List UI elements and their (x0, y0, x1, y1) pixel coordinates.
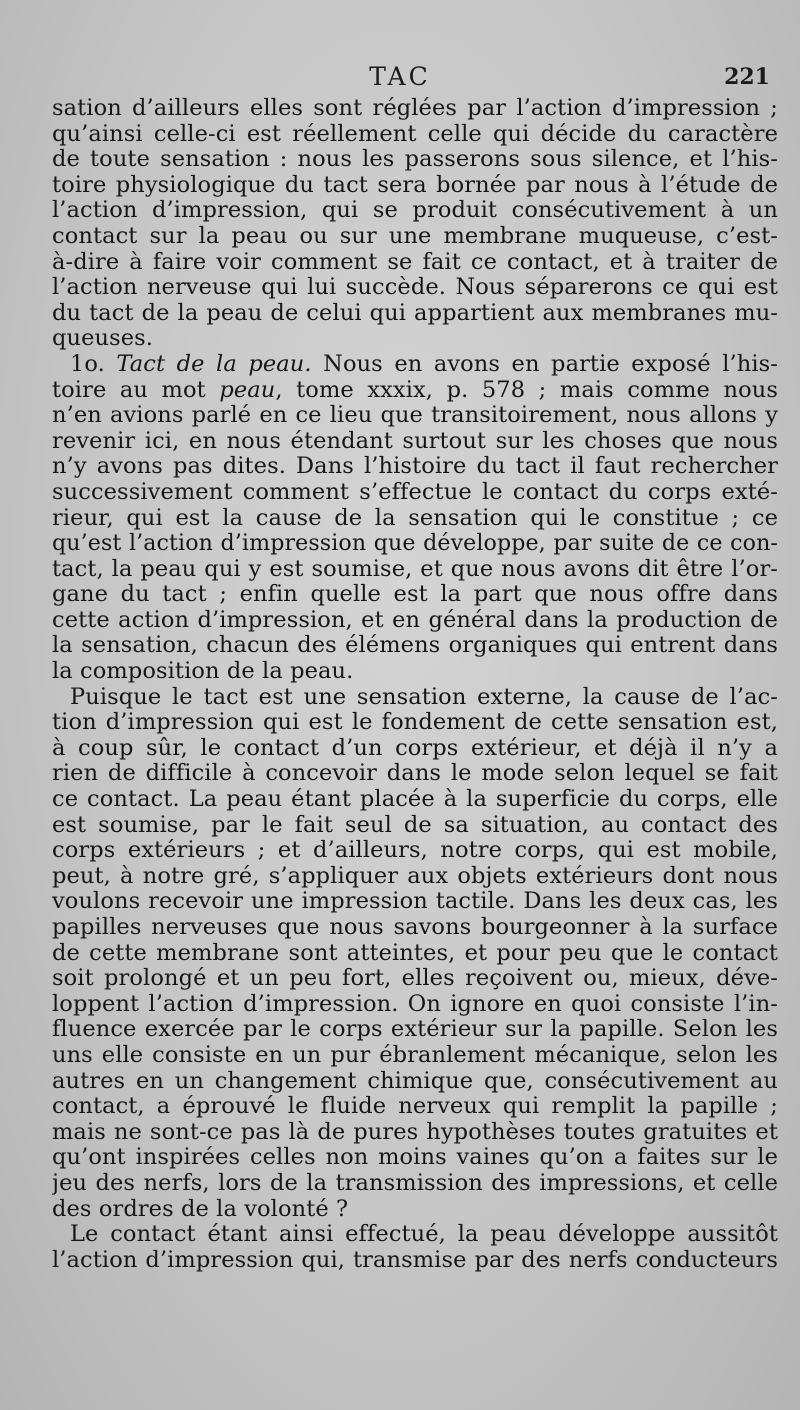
line-text: , tome xxxix, p. 578 ; mais comme nous (275, 377, 778, 403)
line-text: papilles nerveuses que nous savons bourgeonner à la surface (52, 915, 778, 940)
text-line (52, 1222, 778, 1248)
running-head: TAC (369, 62, 431, 91)
line-text: mais ne sont-ce pas là de pures hypothèses toutes gratuites et (52, 1119, 778, 1145)
text-line (52, 352, 778, 378)
line-text: Nous en avons en partie exposé l’his- (311, 351, 778, 377)
text-line (52, 531, 778, 557)
line-text: est soumise, par le fait seul de sa situation, au contact des (52, 812, 778, 838)
text-line (52, 557, 778, 583)
line-text: Puisque le tact est une sensation externe, la cause de l’ac- (70, 684, 778, 710)
line-text: queuses. (52, 326, 154, 352)
text-line (52, 864, 778, 890)
text-line (52, 941, 778, 967)
line-text: l’action d’impression qui, transmise par des nerfs conducteurs (52, 1247, 778, 1273)
line-text: fluence exercée par le corps extérieur sur la papille. Selon les (52, 1017, 778, 1043)
text-line (52, 966, 778, 992)
line-text: ce contact. La peau étant placée à la superficie du corps, elle (52, 787, 778, 813)
text-line (52, 454, 778, 480)
text-line (52, 1248, 778, 1274)
line-text: cette action d’impression, et en général dans la production de (52, 607, 778, 633)
line-text: gane du tact ; enfin quelle est la part que nous offre dans (52, 582, 778, 608)
page-header (0, 60, 800, 96)
line-text: successivement comment s’effectue le contact du corps exté- (52, 479, 778, 505)
line-text: sation d’ailleurs elles sont réglées par l’action d’impression ; (52, 96, 778, 121)
line-text: autres en un changement chimique que, consécutivement au (52, 1068, 778, 1094)
text-line (52, 1145, 778, 1171)
text-line (52, 122, 778, 148)
line-text: qu’ainsi celle-ci est réellement celle qui décide du caractère (52, 121, 778, 147)
line-text: à-dire à faire voir comment se fait ce contact, et à traiter de (52, 249, 778, 275)
line-text: revenir ici, en nous étendant surtout sur les choses que nous (52, 428, 778, 454)
line-text: de toute sensation : nous les passerons sous silence, et l’his- (52, 147, 778, 173)
text-line (52, 659, 778, 685)
text-line (52, 147, 778, 173)
line-text: qu’est l’action d’impression que développe, par suite de ce con- (52, 531, 778, 557)
line-text: n’y avons pas dites. Dans l’histoire du tact il faut rechercher (52, 454, 778, 480)
text-line (52, 1043, 778, 1069)
line-text: contact, a éprouvé le fluide nerveux qui remplit la papille ; (52, 1094, 778, 1120)
line-text: peut, à notre gré, s’appliquer aux objets extérieurs dont nous (52, 863, 778, 889)
line-text: l’action d’impression, qui se produit consécutivement à un (52, 198, 778, 224)
line-text: qu’ont inspirées celles non moins vaines qu’on a faites sur le (52, 1145, 778, 1171)
text-line (52, 582, 778, 608)
line-text: loppent l’action d’impression. On ignore en quoi consiste l’in- (52, 991, 778, 1017)
text-line (52, 736, 778, 762)
line-text: rieur, qui est la cause de la sensation qui le constitue ; ce (52, 505, 778, 531)
line-text: rien de difficile à concevoir dans le mode selon lequel se fait (52, 761, 778, 787)
text-line (52, 224, 778, 250)
text-line (52, 710, 778, 736)
line-text: soit prolongé et un peu fort, elles reçoivent ou, mieux, déve- (52, 966, 778, 992)
line-text: voulons recevoir une impression tactile. Dans les deux cas, les (52, 889, 778, 915)
text-line (52, 838, 778, 864)
line-text: jeu des nerfs, lors de la transmission des impressions, et celle (52, 1170, 778, 1196)
italic-term: peau (219, 377, 276, 403)
line-text: tion d’impression qui est le fondement de cette sensation est, (52, 710, 778, 736)
line-text: la composition de la peau. (52, 659, 354, 685)
text-line (52, 761, 778, 787)
page-number: 221 (724, 64, 770, 90)
line-text: des ordres de la volonté ? (52, 1196, 349, 1222)
italic-term: Tact de la peau. (116, 351, 312, 377)
text-line (52, 198, 778, 224)
text-line (52, 301, 778, 327)
text-line (52, 173, 778, 199)
line-text: corps extérieurs ; et d’ailleurs, notre corps, qui est mobile, (52, 838, 778, 864)
text-line (52, 326, 778, 352)
text-line (52, 1069, 778, 1095)
line-text: tact, la peau qui y est soumise, et que nous avons dit être l’or- (52, 556, 778, 582)
text-line (52, 685, 778, 711)
line-text: Le contact étant ainsi effectué, la peau développe aussitôt (70, 1222, 778, 1248)
text-line (52, 378, 778, 404)
text-line (52, 915, 778, 941)
text-line (52, 1120, 778, 1146)
line-text: à coup sûr, le contact d’un corps extérieur, et déjà il n’y a (52, 735, 778, 761)
text-line (52, 1197, 778, 1223)
text-line (52, 480, 778, 506)
text-line (52, 429, 778, 455)
body-text (52, 96, 778, 1273)
line-text: contact sur la peau ou sur une membrane muqueuse, c’est- (52, 223, 778, 249)
text-line (52, 633, 778, 659)
text-line (52, 889, 778, 915)
text-line (52, 403, 778, 429)
text-line (52, 506, 778, 532)
line-text: du tact de la peau de celui qui appartient aux membranes mu- (52, 300, 778, 326)
text-line (52, 250, 778, 276)
line-text: de cette membrane sont atteintes, et pour peu que le contact (52, 940, 778, 966)
line-text: la sensation, chacun des élémens organiques qui entrent dans (52, 633, 778, 659)
line-text: uns elle consiste en un pur ébranlement mécanique, selon les (52, 1042, 778, 1068)
line-prefix: toire au mot (52, 377, 220, 403)
text-line (52, 96, 778, 122)
line-prefix: 1o. (70, 351, 117, 377)
text-line (52, 1094, 778, 1120)
text-line (52, 1171, 778, 1197)
text-line (52, 813, 778, 839)
text-line (52, 1017, 778, 1043)
line-text: toire physiologique du tact sera bornée par nous à l’étude de (52, 172, 778, 198)
text-line (52, 275, 778, 301)
text-line (52, 608, 778, 634)
text-line (52, 787, 778, 813)
line-text: n’en avions parlé en ce lieu que transitoirement, nous allons y (52, 403, 778, 429)
text-line (52, 992, 778, 1018)
line-text: l’action nerveuse qui lui succède. Nous séparerons ce qui est (52, 275, 778, 301)
